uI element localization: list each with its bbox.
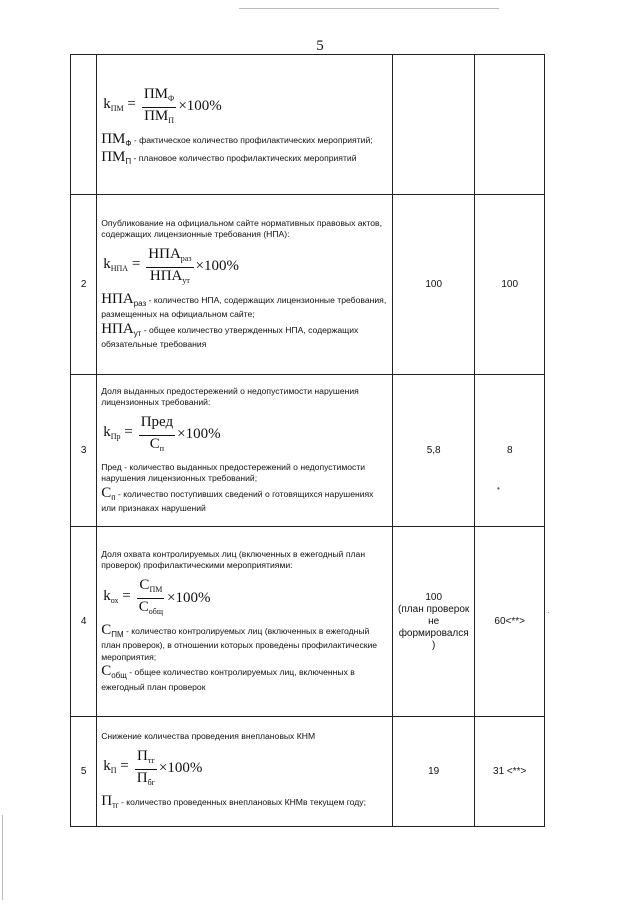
- definition-symbol: ПМ: [101, 130, 126, 147]
- formula: $k_{НПА}$ = $\frac{НПА_{раз}}{НПА_{ут}}$ ×100%: [103, 247, 388, 288]
- definition: [101, 320, 388, 351]
- scan-edge-mark: [2, 815, 3, 900]
- formula-lhs-sub: П: [110, 766, 117, 776]
- formula-lhs: k: [103, 587, 111, 604]
- formula-lhs-sub: ПМ: [110, 104, 124, 114]
- table-row: [71, 717, 545, 827]
- definition-text: - общее количество контролируемых лиц, включенных в ежегодный план проверок: [101, 667, 355, 692]
- formula-numerator: С: [139, 576, 150, 593]
- formula-tail: ×100%: [195, 258, 239, 275]
- definition-symbol: НПА: [101, 320, 134, 337]
- plan-value: 100: [392, 195, 475, 375]
- fact-value: 31 <**>: [475, 717, 545, 827]
- definition-symbol-sub: Ф: [125, 138, 132, 148]
- indicator-description: [97, 717, 393, 827]
- definition: [101, 621, 388, 664]
- definition-text: - общее количество утвержденных НПА, содержащих обязательные требования: [101, 324, 359, 349]
- plan-value: 5,8: [392, 375, 475, 527]
- definition-text: - фактическое количество профилактических мероприятий;: [131, 134, 373, 145]
- definition-symbol-sub: тг: [112, 800, 119, 810]
- indicators-table: [70, 54, 545, 827]
- formula-numerator-sub: тг: [147, 755, 155, 765]
- definition-text: - количество контролируемых лиц (включенных в ежегодный план проверок), в отношении которых проведены профилактические мероприятия;: [101, 625, 378, 662]
- formula: $k_{Пр}$ = $\frac{\text{Пред}}{С_п}$ ×100%: [103, 415, 388, 456]
- row-number: 4: [71, 527, 97, 717]
- definition: [101, 484, 388, 515]
- definition: [101, 130, 388, 150]
- formula-numerator-sub: Ф: [168, 93, 175, 103]
- table-row: [71, 375, 545, 527]
- formula: $k_{ПМ}$ = $\frac{ПМ_Ф}{ПМ_П}$ ×100%: [103, 87, 388, 128]
- definition-symbol-sub: П: [125, 157, 132, 166]
- definition-symbol: С: [101, 663, 112, 680]
- formula-numerator-sub: ПМ: [149, 584, 163, 594]
- formula: $k_{ох}$ = $\frac{С_{ПМ}}{С_{общ}}$ ×100%: [103, 578, 388, 619]
- indicator-description: [97, 527, 393, 717]
- row-number: 3: [71, 375, 97, 527]
- definition-symbol: С: [101, 621, 112, 638]
- formula-tail: ×100%: [158, 760, 203, 777]
- definition-symbol-sub: ут: [133, 328, 142, 338]
- definition-symbol-sub: п: [111, 492, 116, 502]
- scan-speck: ·: [547, 608, 550, 617]
- fraction: [137, 578, 165, 619]
- formula-numerator: П: [137, 747, 148, 764]
- formula-denominator-sub: П: [168, 115, 175, 125]
- indicator-title: Опубликование на официальном сайте нормативных правовых актов, содержащих лицензионные требования (НПА):: [101, 217, 382, 239]
- fact-value: 8: [475, 375, 545, 527]
- definition-symbol: ПМ: [101, 149, 126, 165]
- definition: [101, 462, 388, 485]
- formula-denominator-sub: бг: [147, 777, 155, 787]
- formula-denominator: П: [136, 769, 148, 786]
- indicator-title: Доля выданных предостережений о недопустимости нарушения лицензионных требований:: [101, 385, 359, 407]
- formula-numerator: Пред: [140, 413, 174, 430]
- definition-symbol: С: [101, 484, 112, 501]
- formula-lhs: k: [103, 96, 111, 113]
- scan-edge-mark: [239, 8, 499, 9]
- plan-value: 19: [392, 717, 475, 827]
- definition-symbol-sub: ПМ: [111, 629, 124, 639]
- definition-symbol-sub: раз: [133, 298, 147, 308]
- plan-value: 100 (план проверок не формировался ): [392, 527, 475, 717]
- formula-denominator-sub: ут: [182, 275, 190, 285]
- fraction: [139, 415, 175, 456]
- page-number: 5: [316, 38, 324, 54]
- definition-text: - количество проведенных внеплановых КНМв текущем году;: [118, 796, 366, 807]
- definition: [101, 792, 388, 812]
- fraction: [142, 87, 177, 128]
- definition-text: - количество поступивших сведений о готовящихся нарушениях или признаках нарушений: [101, 488, 374, 513]
- formula-denominator: С: [138, 598, 149, 615]
- row-number: 2: [71, 195, 97, 375]
- formula-lhs-sub: НПА: [110, 264, 129, 274]
- definition-symbol: П: [101, 792, 113, 809]
- plan-value: [392, 55, 475, 195]
- formula-lhs: k: [103, 758, 111, 775]
- formula-denominator-sub: общ: [148, 606, 163, 616]
- fact-value: 60<**>: [475, 527, 545, 717]
- formula-denominator: НПА: [149, 267, 183, 284]
- formula-denominator-sub: п: [159, 443, 165, 453]
- definition: [101, 663, 388, 693]
- definition: [101, 290, 388, 321]
- fact-value: 100: [475, 195, 545, 375]
- row-number: [71, 55, 97, 195]
- definition-symbol: НПА: [101, 290, 134, 307]
- indicator-title: Снижение количества проведения внеплановых КНМ: [101, 731, 316, 741]
- fraction: [135, 749, 157, 790]
- formula-tail: ×100%: [178, 98, 222, 115]
- formula-numerator: ПМ: [143, 85, 168, 102]
- indicator-title: Доля охвата контролируемых лиц (включенных в ежегодный план проверок) профилактическими мероприятиями:: [101, 548, 366, 571]
- formula-denominator: ПМ: [144, 107, 169, 124]
- formula-lhs: k: [103, 424, 111, 441]
- formula-tail: ×100%: [167, 589, 211, 606]
- formula-lhs-sub: ох: [110, 595, 119, 605]
- fact-value: [475, 55, 545, 195]
- definition-text: - количество НПА, содержащих лицензионные требования, размещенных на официальном сайте;: [101, 294, 387, 319]
- formula-tail: ×100%: [177, 426, 221, 443]
- table-row: [71, 55, 545, 195]
- scan-speck: •: [497, 484, 500, 493]
- definition-text: Пред - количество выданных предостережений о недопустимости нарушения лицензионных требований;: [101, 461, 366, 483]
- table-row: [71, 527, 545, 717]
- formula: $k_П$ = $\frac{П_{тг}}{П_{бг}}$ ×100%: [103, 749, 388, 790]
- fraction: [146, 247, 193, 288]
- formula-lhs: k: [103, 256, 111, 273]
- indicator-description: [97, 375, 393, 527]
- indicator-description: [97, 195, 393, 375]
- indicator-description: [97, 55, 393, 195]
- formula-denominator: С: [149, 435, 160, 452]
- formula-lhs-sub: Пр: [110, 432, 121, 442]
- table-row: [71, 195, 545, 375]
- definition-text: - плановое количество профилактических мероприятий: [131, 153, 357, 163]
- definition-symbol-sub: общ: [111, 671, 127, 681]
- formula-numerator-sub: раз: [180, 253, 192, 263]
- definition: [101, 149, 388, 168]
- row-number: 5: [71, 717, 97, 827]
- formula-numerator: НПА: [148, 245, 181, 262]
